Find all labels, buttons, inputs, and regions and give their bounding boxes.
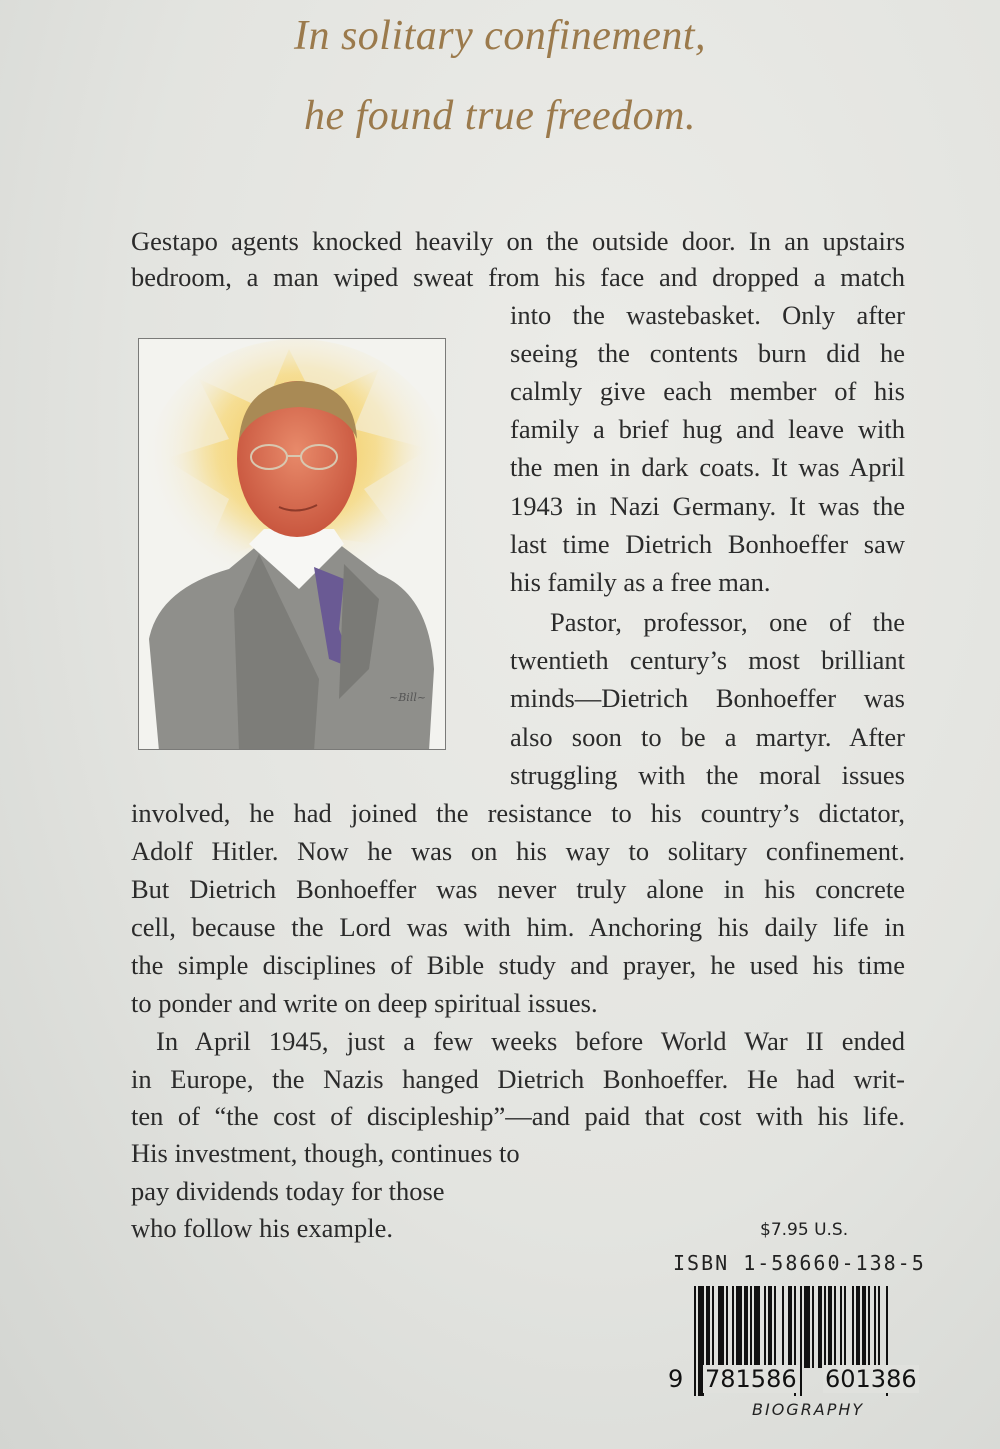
headline-line-1: In solitary confinement, xyxy=(293,13,707,59)
barcode-bar xyxy=(828,1286,832,1368)
barcode-bar xyxy=(856,1286,860,1368)
body-line: in Europe, the Nazis hanged Dietrich Bonhoeffer. He had writ- xyxy=(131,1064,905,1094)
body-line: But Dietrich Bonhoeffer was never truly alone in his concrete xyxy=(131,874,905,904)
barcode-bar xyxy=(706,1286,710,1368)
barcode-bar xyxy=(804,1286,810,1368)
svg-text:~Bill~: ~Bill~ xyxy=(389,691,427,704)
barcode-bar xyxy=(736,1286,742,1368)
body-line: struggling with the moral issues xyxy=(510,760,905,790)
barcode-bar xyxy=(868,1286,870,1368)
headline-line-2: he found true freedom. xyxy=(303,93,697,139)
body-line: his family as a free man. xyxy=(510,567,771,597)
body-line: involved, he had joined the resistance to his country’s dictator, xyxy=(131,798,905,828)
barcode-group-2: 601386 xyxy=(825,1365,917,1393)
body-line: twentieth century’s most brilliant xyxy=(510,645,905,675)
body-line: 1943 in Nazi Germany. It was the xyxy=(510,491,905,521)
barcode-bar xyxy=(732,1286,734,1368)
barcode-bar xyxy=(852,1286,854,1368)
body-line: Adolf Hitler. Now he was on his way to solitary confinement. xyxy=(131,836,905,866)
barcode-bar xyxy=(818,1286,822,1368)
barcode-lead-digit: 9 xyxy=(668,1365,684,1393)
body-line: calmly give each member of his xyxy=(510,376,905,406)
price: $7.95 U.S. xyxy=(760,1220,849,1240)
body-line: the men in dark coats. It was April xyxy=(510,452,905,482)
body-line: also soon to be a martyr. After xyxy=(510,722,905,752)
barcode-bar xyxy=(840,1286,842,1368)
category-label: BIOGRAPHY xyxy=(752,1400,865,1419)
body-line: last time Dietrich Bonhoeffer saw xyxy=(510,529,905,559)
body-line: to ponder and write on deep spiritual issues. xyxy=(131,988,598,1018)
barcode-bar xyxy=(834,1286,836,1368)
barcode-group-1: 781586 xyxy=(705,1365,797,1393)
barcode-bar xyxy=(788,1286,792,1368)
barcode-bar xyxy=(824,1286,826,1368)
body-line: who follow his example. xyxy=(131,1213,394,1243)
barcode-bar xyxy=(874,1286,876,1368)
body-line: into the wastebasket. Only after xyxy=(510,300,905,330)
body-line: Pastor, professor, one of the xyxy=(550,607,905,637)
barcode-bar xyxy=(862,1286,866,1368)
barcode-bar xyxy=(800,1286,802,1396)
barcode-bar xyxy=(694,1286,696,1396)
barcode-bar xyxy=(718,1286,724,1368)
barcode-bar xyxy=(812,1286,814,1368)
portrait-illustration xyxy=(138,338,446,750)
barcode-bar xyxy=(844,1286,846,1368)
body-line: Gestapo agents knocked heavily on the outside door. In an upstairs xyxy=(131,226,905,256)
barcode-bar xyxy=(768,1286,772,1368)
isbn: ISBN 1-58660-138-5 xyxy=(673,1251,926,1275)
barcode-bar xyxy=(726,1286,728,1368)
barcode-bar xyxy=(774,1286,776,1368)
body-line: minds—Dietrich Bonhoeffer was xyxy=(510,683,905,713)
body-line: family a brief hug and leave with xyxy=(510,414,905,444)
body-line: pay dividends today for those xyxy=(131,1176,445,1206)
barcode-bar xyxy=(782,1286,784,1368)
body-line: ten of “the cost of discipleship”—and paid that cost with his life. xyxy=(131,1101,905,1131)
barcode-bar xyxy=(750,1286,752,1368)
barcode-bar xyxy=(764,1286,766,1368)
body-line: the simple disciplines of Bible study and prayer, he used his time xyxy=(131,950,905,980)
body-line: cell, because the Lord was with him. Anchoring his daily life in xyxy=(131,912,905,942)
body-line: In April 1945, just a few weeks before World War II ended xyxy=(156,1026,905,1056)
barcode-bar xyxy=(744,1286,748,1368)
barcode-bar xyxy=(712,1286,714,1368)
body-line: bedroom, a man wiped sweat from his face and dropped a match xyxy=(131,262,905,292)
barcode-bar xyxy=(878,1286,880,1368)
barcode-bar xyxy=(754,1286,760,1368)
body-line: His investment, though, continues to xyxy=(131,1138,520,1168)
body-line: seeing the contents burn did he xyxy=(510,338,905,368)
